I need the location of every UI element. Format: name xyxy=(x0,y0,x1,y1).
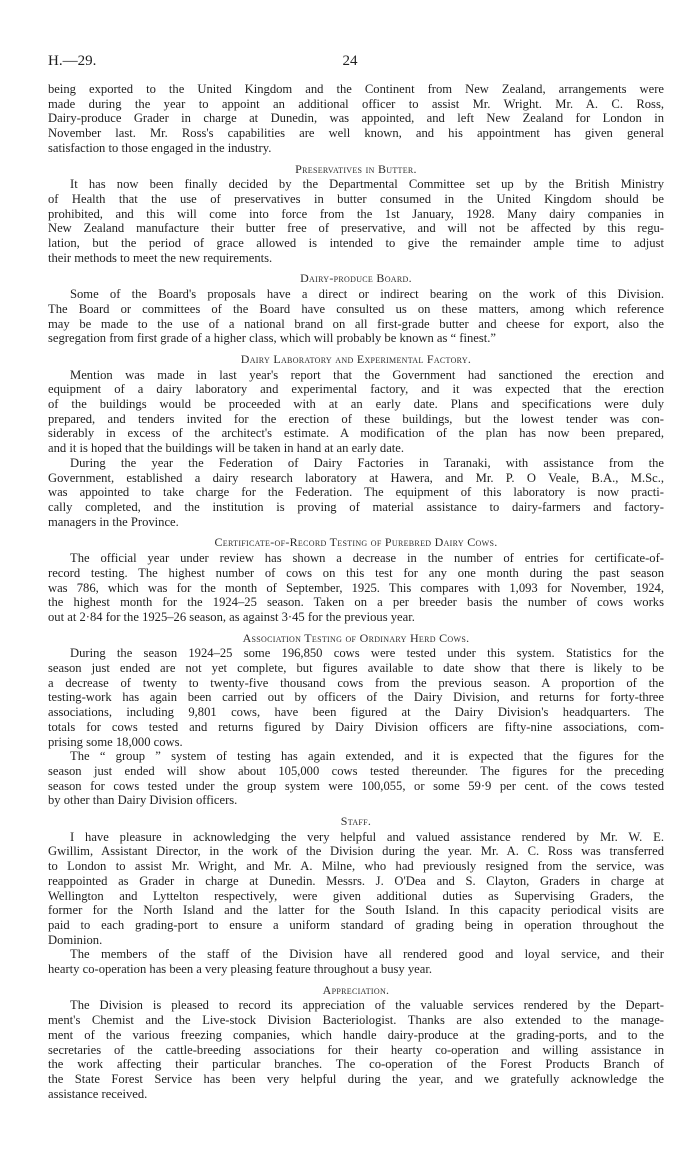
section-continued xyxy=(48,82,664,156)
paragraph xyxy=(48,456,664,530)
text-line: prohibited, and this will come into force from the 1st January, 1928. Many dairy companies in xyxy=(48,206,664,221)
text-line: segregation from first grade of a higher class, which will probably be known as “ finest.” xyxy=(48,331,496,346)
section-heading: Dairy-produce Board. xyxy=(300,271,412,286)
text-line: secretaries of the cattle-breeding associations for their hearty co-operation and willing assistance in xyxy=(48,1042,664,1057)
text-line: paid to each grading-port to ensure a uniform standard of grading being in operation throughout the xyxy=(48,917,664,932)
text-line: November last. Mr. Ross's capabilities are well known, and his appointment has given general xyxy=(48,126,664,141)
section-dairy-produce-board xyxy=(48,271,664,346)
paragraph xyxy=(48,998,664,1101)
section-heading: Preservatives in Butter. xyxy=(295,161,417,176)
text-line: to London to assist Mr. Wright, and Mr. A. Milne, who had previously resigned from the service, was xyxy=(48,859,664,874)
text-line: their methods to meet the new requirements. xyxy=(48,250,273,265)
text-line: Wellington and Lyttelton respectively, were given additional duties as Supervising Graders, the xyxy=(48,888,664,903)
text-line: testing-work has again been carried out by officers of the Dairy Division, and returns for forty-three xyxy=(48,690,664,705)
document-code: H.—29. xyxy=(48,53,97,69)
section-certificate-of-record-testing-of-purebred-dairy-cows xyxy=(48,535,664,624)
text-line: was 786, which was for the month of September, 1925. This compares with 1,093 for November, 1924, xyxy=(48,580,664,595)
paragraph xyxy=(48,177,664,265)
text-line: reappointed as Grader in charge at Dunedin. Messrs. J. O'Dea and S. Clayton, Graders in charge at xyxy=(48,873,664,888)
text-line: It has now been finally decided by the Departmental Committee set up by the British Ministry xyxy=(70,177,664,192)
paragraph xyxy=(48,947,664,976)
section-dairy-laboratory-and-experimental-factory xyxy=(48,352,664,529)
text-line: the State Forest Service has been very helpful during the year, and we gratefully acknowledge the xyxy=(48,1072,664,1086)
text-line: ment of the various freezing companies, which handle dairy-produce at the grading-ports, and to the xyxy=(48,1027,664,1042)
text-line: The Board or committees of the Board have consulted us on these matters, among which reference xyxy=(48,301,664,316)
text-line: being exported to the United Kingdom and the Continent from New Zealand, arrangements were xyxy=(48,82,664,96)
text-line: The “ group ” system of testing has again extended, and it is expected that the figures for the xyxy=(70,749,664,764)
text-line: season just ended are not yet complete, but figures available to date show that there is likely to be xyxy=(48,661,664,676)
text-line: I have pleasure in acknowledging the very helpful and valued assistance rendered by Mr. W. E. xyxy=(70,829,664,844)
text-line: ment's Chemist and the Live-stock Division Bacteriologist. Thanks are also extended to the manage- xyxy=(48,1013,664,1028)
text-line: Dominion. xyxy=(48,932,103,947)
page-header xyxy=(48,53,664,73)
text-line: of the buildings would be proceeded with at an early date. Plans and specifications were duly xyxy=(48,397,664,412)
page-number: 24 xyxy=(342,53,358,69)
section-heading: Appreciation. xyxy=(322,982,390,997)
paragraph xyxy=(48,830,664,948)
text-line: season just ended will show about 105,000 cows tested thereunder. The figures for the preceding xyxy=(48,763,664,778)
text-line: siderably in excess of the architect's estimate. A modification of the plan has now been prepared, xyxy=(48,426,664,441)
text-line: hearty co-operation has been a very pleasing feature throughout a busy year. xyxy=(48,962,432,977)
text-line: managers in the Province. xyxy=(48,514,179,529)
text-line: totals for cows tested and returns figured by Dairy Division officers are fifty-nine associations, com- xyxy=(48,719,664,734)
text-line: During the year the Federation of Dairy Factories in Taranaki, with assistance from the xyxy=(70,455,664,470)
text-line: lation, but the period of grace allowed is intended to give the remainder ample time to adjust xyxy=(48,236,664,251)
document-body xyxy=(48,82,664,1101)
paragraph xyxy=(48,749,664,808)
text-line: and it is hoped that the buildings will be taken in hand at an early date. xyxy=(48,441,405,456)
text-line: former for the North Island and the latter for the South Island. In this capacity periodical visits are xyxy=(48,903,664,918)
text-line: record testing. The highest number of cows on this test for any one month during the past season xyxy=(48,565,664,580)
text-line: season for cows tested under the group system were 100,055, or some 59·9 per cent. of the cows tested xyxy=(48,778,664,793)
text-line: by other than Dairy Division officers. xyxy=(48,793,238,808)
paragraph xyxy=(48,551,664,625)
section-heading: Dairy Laboratory and Experimental Factory. xyxy=(240,351,472,366)
section-heading: Association Testing of Ordinary Herd Cows. xyxy=(242,630,470,645)
text-line: may be made to the use of a national brand on all first-grade butter and cheese for export, also the xyxy=(48,316,664,331)
text-line: Mention was made in last year's report that the Government had sanctioned the erection and xyxy=(70,367,664,382)
text-line: equipment of a dairy laboratory and experimental factory, and it was expected that the erection xyxy=(48,382,664,397)
section-staff xyxy=(48,814,664,977)
text-line: was appointed to take charge for the Federation. The equipment of this laboratory is now practi- xyxy=(48,485,664,500)
text-line: Some of the Board's proposals have a direct or indirect bearing on the work of this Division. xyxy=(70,287,664,302)
text-line: assistance received. xyxy=(48,1086,148,1101)
text-line: out at 2·84 for the 1925–26 season, as against 3·45 for the previous year. xyxy=(48,609,415,624)
text-line: New Zealand manufacture their butter free of preservative, and will not be affected by this regu- xyxy=(48,221,664,236)
text-line: prepared, and tenders invited for the erection of these buildings, but the lowest tender was con- xyxy=(48,411,664,426)
paragraph xyxy=(48,646,664,749)
text-line: cally completed, and the institution is proving of material assistance to dairy-farmers and factory- xyxy=(48,499,664,514)
text-line: associations, including 9,801 cows, have been figured at the Dairy Division's headquarters. The xyxy=(48,705,664,720)
text-line: a decrease of twenty to twenty-five thousand cows from the previous season. A proportion of the xyxy=(48,675,664,690)
text-line: The members of the staff of the Division have all rendered good and loyal service, and their xyxy=(70,947,664,962)
text-line: made during the year to appoint an additional officer to assist Mr. Wright. Mr. A. C. Ross, xyxy=(48,96,664,111)
text-line: the work affecting their particular branches. The co-operation of the Forest Products Branch of xyxy=(48,1057,664,1072)
section-heading: Certificate-of-Record Testing of Purebred Dairy Cows. xyxy=(214,535,498,550)
text-line: satisfaction to those engaged in the industry. xyxy=(48,140,272,155)
section-preservatives-in-butter xyxy=(48,162,664,266)
text-line: The Division is pleased to record its appreciation of the valuable services rendered by the Depart- xyxy=(70,998,664,1013)
text-line: Gwillim, Assistant Director, in the work of the Division during the year. Mr. A. C. Ross was transferred xyxy=(48,844,664,859)
text-line: The official year under review has shown a decrease in the number of entries for certificate-of- xyxy=(70,551,664,566)
section-appreciation xyxy=(48,983,664,1102)
section-association-testing-of-ordinary-herd-cows xyxy=(48,631,664,808)
paragraph xyxy=(48,82,664,156)
text-line: of Health that the use of preservatives in butter consumed in the United Kingdom should be xyxy=(48,191,664,206)
text-line: During the season 1924–25 some 196,850 cows were tested under this system. Statistics for the xyxy=(70,646,664,661)
text-line: Government, established a dairy research laboratory at Hawera, and Mr. P. O Veale, B.A., M.Sc., xyxy=(48,470,664,485)
section-heading: Staff. xyxy=(340,814,372,829)
paragraph xyxy=(48,287,664,346)
text-line: prising some 18,000 cows. xyxy=(48,734,183,749)
text-line: Dairy-produce Grader in charge at Dunedin, was appointed, and left New Zealand for London in xyxy=(48,111,664,126)
paragraph xyxy=(48,368,664,456)
text-line: the highest month for the 1924–25 season. Taken on a per breeder basis the number of cows works xyxy=(48,595,664,610)
